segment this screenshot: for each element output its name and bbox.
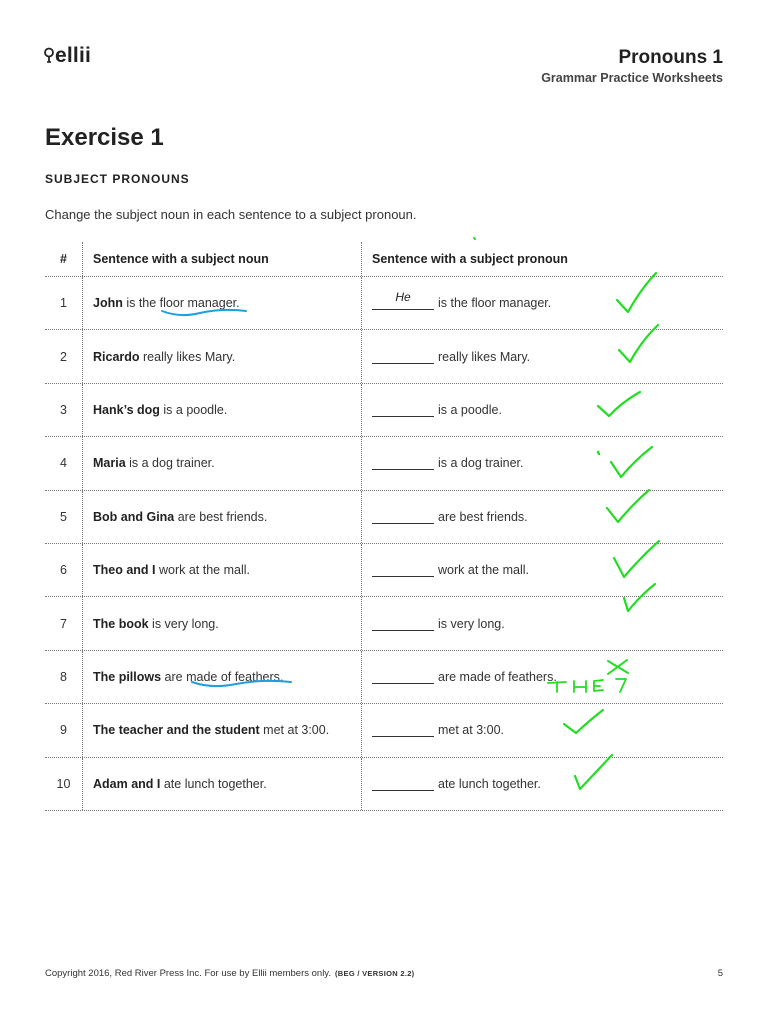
noun-sentence-rest: met at 3:00. <box>259 723 330 738</box>
table-row <box>45 384 723 437</box>
noun-sentence <box>83 544 362 596</box>
ellii-logo <box>44 44 91 68</box>
row-number: 5 <box>45 491 83 543</box>
instructions: Change the subject noun in each sentence to a subject pronoun. <box>45 207 417 222</box>
pronoun-sentence <box>362 277 723 329</box>
row-number: 9 <box>45 704 83 756</box>
copyright-text: Copyright 2016, Red River Press Inc. For use by Ellii members only. <box>45 968 331 979</box>
pronoun-sentence <box>362 758 723 810</box>
header-subject-noun: Sentence with a subject noun <box>83 242 362 276</box>
answer-blank[interactable] <box>372 723 434 737</box>
pronoun-sentence-rest: is a dog trainer. <box>438 456 524 471</box>
pronoun-sentence <box>362 544 723 596</box>
pronoun-sentence-rest: are made of feathers. <box>438 669 557 684</box>
subject-noun: Maria <box>93 456 126 471</box>
noun-sentence-rest: really likes Mary. <box>139 349 236 364</box>
row-number: 2 <box>45 330 83 382</box>
table-row <box>45 544 723 597</box>
subject-noun: The teacher and the student <box>93 723 260 738</box>
noun-sentence <box>83 491 362 543</box>
document-subtitle: Grammar Practice Worksheets <box>541 71 723 85</box>
pronoun-sentence <box>362 437 723 489</box>
pronoun-sentence-rest: met at 3:00. <box>438 723 505 738</box>
answer-blank[interactable] <box>372 350 434 364</box>
table-row <box>45 758 723 811</box>
subject-noun: John <box>93 296 123 311</box>
noun-sentence-rest: is very long. <box>148 616 219 631</box>
version-label: (BEG / VERSION 2.2) <box>335 969 415 978</box>
table-header-row <box>45 242 723 277</box>
row-number: 6 <box>45 544 83 596</box>
table-row <box>45 437 723 490</box>
noun-sentence-rest: are made of feathers. <box>161 669 284 684</box>
pronoun-sentence-rest: really likes Mary. <box>438 349 531 364</box>
table-row <box>45 277 723 330</box>
copyright <box>45 968 414 979</box>
noun-sentence-rest: ate lunch together. <box>160 776 267 791</box>
subject-noun: The pillows <box>93 669 162 684</box>
exercise-title: Exercise 1 <box>45 124 164 151</box>
row-number: 4 <box>45 437 83 489</box>
page-number: 5 <box>717 968 723 979</box>
pronoun-sentence-rest: are best friends. <box>438 509 528 524</box>
row-number: 8 <box>45 651 83 703</box>
header-number: # <box>45 242 83 276</box>
table-row <box>45 704 723 757</box>
pronoun-sentence <box>362 704 723 756</box>
ink-dot <box>474 238 475 239</box>
header-subject-pronoun: Sentence with a subject pronoun <box>372 252 568 266</box>
noun-sentence <box>83 277 362 329</box>
row-number: 3 <box>45 384 83 436</box>
noun-sentence-rest: is a poodle. <box>159 402 228 417</box>
lightbulb-icon <box>44 47 54 65</box>
noun-sentence-rest: is the floor manager. <box>122 296 240 311</box>
answer-blank[interactable] <box>372 403 434 417</box>
answer-text: He <box>395 290 411 305</box>
noun-sentence-rest: work at the mall. <box>155 563 250 578</box>
answer-blank[interactable] <box>372 290 434 310</box>
exercise-subtitle: SUBJECT PRONOUNS <box>45 172 190 186</box>
answer-blank[interactable] <box>372 510 434 524</box>
subject-noun: Hank’s dog <box>93 402 160 417</box>
pronoun-sentence-rest: is a poodle. <box>438 402 502 417</box>
logo-text: ellii <box>55 44 92 67</box>
pronoun-sentence-rest: is very long. <box>438 616 505 631</box>
answer-blank[interactable] <box>372 456 434 470</box>
document-title: Pronouns 1 <box>618 47 723 68</box>
table-row <box>45 651 723 704</box>
pronoun-sentence-rest: ate lunch together. <box>438 776 541 791</box>
table-row <box>45 491 723 544</box>
row-number: 1 <box>45 277 83 329</box>
noun-sentence <box>83 330 362 382</box>
table-row <box>45 330 723 383</box>
noun-sentence-rest: is a dog trainer. <box>125 456 215 471</box>
answer-blank[interactable] <box>372 563 434 577</box>
row-number: 7 <box>45 597 83 649</box>
noun-sentence <box>83 437 362 489</box>
noun-sentence <box>83 597 362 649</box>
pronoun-sentence <box>362 651 723 703</box>
pronoun-sentence <box>362 330 723 382</box>
subject-noun: Theo and I <box>93 563 156 578</box>
subject-noun: Ricardo <box>93 349 140 364</box>
subject-noun: The book <box>93 616 149 631</box>
pronoun-sentence-rest: is the floor manager. <box>438 296 552 311</box>
exercise-table <box>45 242 723 811</box>
noun-sentence <box>83 651 362 703</box>
pronoun-sentence <box>362 597 723 649</box>
noun-sentence-rest: are best friends. <box>174 509 268 524</box>
answer-blank[interactable] <box>372 617 434 631</box>
table-row <box>45 597 723 650</box>
pronoun-sentence-rest: work at the mall. <box>438 563 530 578</box>
noun-sentence <box>83 704 362 756</box>
noun-sentence <box>83 758 362 810</box>
subject-noun: Bob and Gina <box>93 509 175 524</box>
row-number: 10 <box>45 758 83 810</box>
noun-sentence <box>83 384 362 436</box>
answer-blank[interactable] <box>372 670 434 684</box>
pronoun-sentence <box>362 491 723 543</box>
pronoun-sentence <box>362 384 723 436</box>
subject-noun: Adam and I <box>93 776 161 791</box>
answer-blank[interactable] <box>372 777 434 791</box>
